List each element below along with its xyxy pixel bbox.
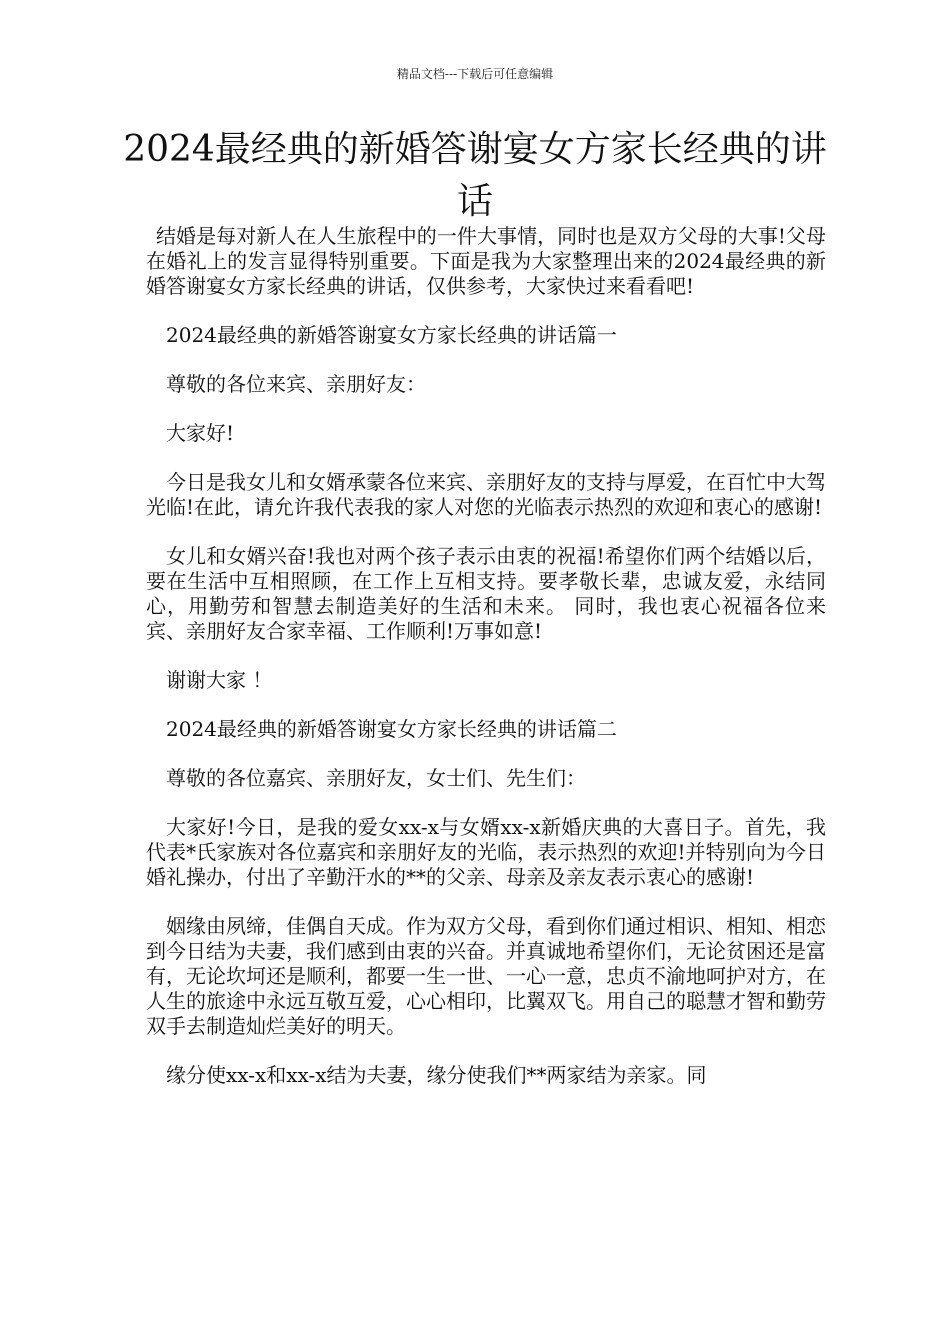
document-title: 2024最经典的新婚答谢宴女方家长经典的讲话 bbox=[123, 129, 827, 222]
thanks-paragraph: 谢谢大家 ！ bbox=[166, 668, 273, 692]
document-body bbox=[146, 224, 826, 1088]
section-heading-one: 2024最经典的新婚答谢宴女方家长经典的讲话篇一 bbox=[166, 323, 617, 347]
salutation-paragraph: 尊敬的各位来宾、亲朋好友： bbox=[166, 372, 426, 396]
body-paragraph: 大家好!今日，是我的爱女xx-x与女婿xx-x新婚庆典的大喜日子。首先，我代表*氏家族对各位嘉宾和亲朋好友的光临，表示热烈的欢迎!并特别向为今日婚礼操办，付出了辛勤汗水的**的父亲、母亲及亲友表示衷心的感谢! bbox=[146, 815, 826, 889]
page-header: 精品文档---下载后可任意编辑 bbox=[396, 67, 554, 81]
body-paragraph: 缘分使xx-x和xx-x结为夫妻，缘分使我们**两家结为亲家。同 bbox=[166, 1063, 707, 1087]
body-paragraph: 今日是我女儿和女婿承蒙各位来宾、亲朋好友的支持与厚爱，在百忙中大驾光临!在此，请允许我代表我的家人对您的光临表示热烈的欢迎和衷心的感谢! bbox=[146, 470, 826, 519]
salutation-paragraph: 尊敬的各位嘉宾、亲朋好友，女士们、先生们： bbox=[166, 766, 586, 790]
body-paragraph: 女儿和女婿兴奋!我也对两个孩子表示由衷的祝福!希望你们两个结婚以后，要在生活中互相照顾，在工作上互相支持。要孝敬长辈，忠诚友爱，永结同心，用勤劳和智慧去制造美好的生活和未来。 同时，我也衷心祝福各位来宾、亲朋好友合家幸福、工作顺利!万事如意! bbox=[146, 544, 826, 643]
body-paragraph: 姻缘由夙缔，佳偶自天成。作为双方父母，看到你们通过相识、相知、相恋到今日结为夫妻，我们感到由衷的兴奋。并真诚地希望你们，无论贫困还是富有，无论坎坷还是顺利，都要一生一世、一心一意，忠贞不渝地呵护对方，在人生的旅途中永远互敬互爱，心心相印，比翼双飞。用自己的聪慧才智和勤劳双手去制造灿烂美好的明天。 bbox=[146, 914, 826, 1038]
intro-paragraph: 结婚是每对新人在人生旅程中的一件大事情，同时也是双方父母的大事!父母在婚礼上的发言显得特别重要。下面是我为大家整理出来的2024最经典的新婚答谢宴女方家长经典的讲话，仅供参考，大家快过来看看吧! bbox=[146, 224, 826, 298]
section-heading-two: 2024最经典的新婚答谢宴女方家长经典的讲话篇二 bbox=[166, 717, 617, 741]
greeting-paragraph: 大家好! bbox=[166, 421, 235, 445]
